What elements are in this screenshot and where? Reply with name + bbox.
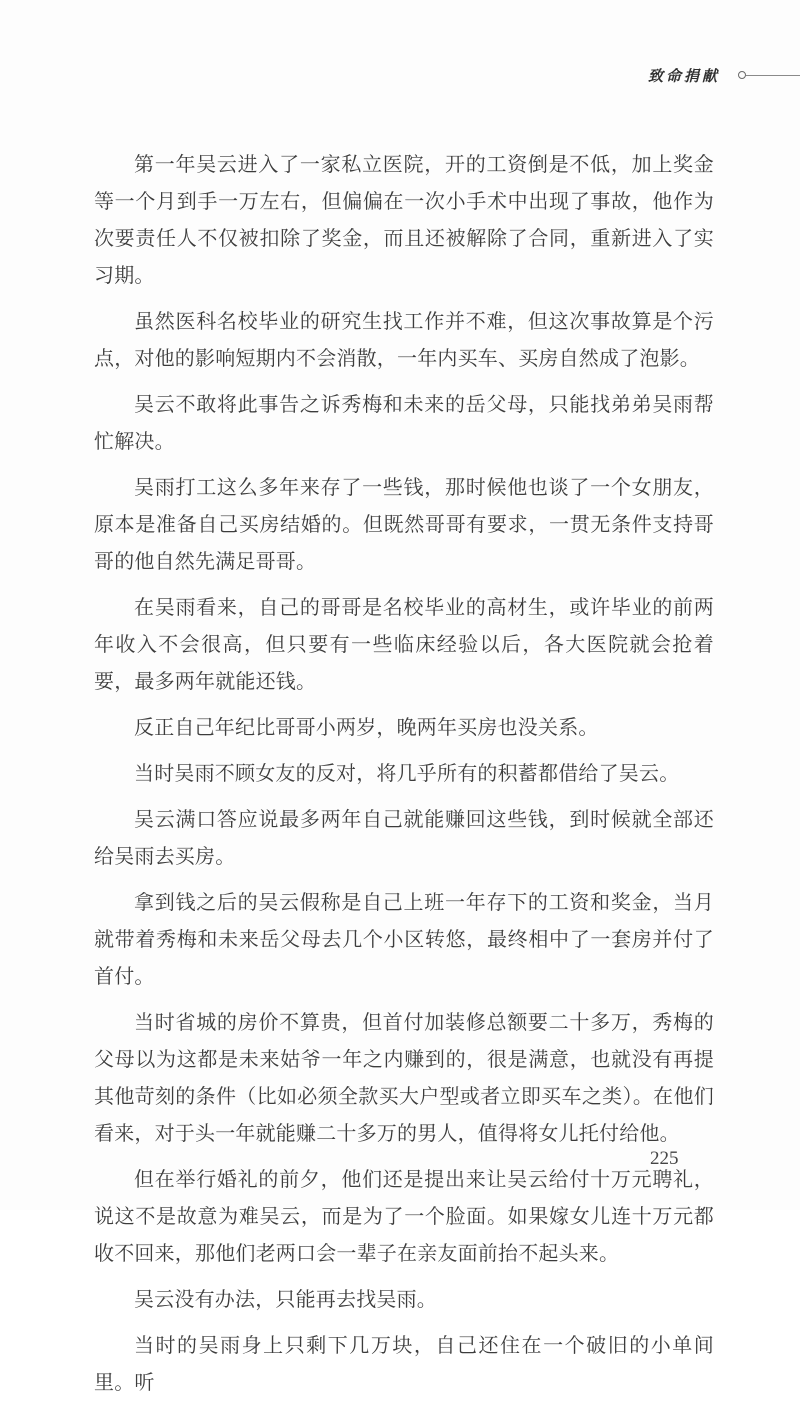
page-number: 225	[650, 1148, 679, 1169]
paragraph: 在吴雨看来，自己的哥哥是名校毕业的高材生，或许毕业的前两年收入不会很高，但只要有一些临床经验以后，各大医院就会抢着要，最多两年就能还钱。	[94, 595, 714, 693]
paragraph: 当时的吴雨身上只剩下几万块，自己还住在一个破旧的小单间里。听	[94, 1333, 714, 1394]
body-text	[94, 146, 714, 1410]
header-ornament	[738, 71, 800, 79]
paragraph: 虽然医科名校毕业的研究生找工作并不难，但这次事故算是个污点，对他的影响短期内不会消散，一年内买车、买房自然成了泡影。	[94, 309, 714, 370]
paragraph: 但在举行婚礼的前夕，他们还是提出来让吴云给付十万元聘礼，说这不是故意为难吴云，而是为了一个脸面。如果嫁女儿连十万元都收不回来，那他们老两口会一辈子在亲友面前抬不起头来。	[94, 1167, 714, 1265]
paragraph: 当时吴雨不顾女友的反对，将几乎所有的积蓄都借给了吴云。	[134, 761, 680, 785]
paragraph: 反正自己年纪比哥哥小两岁，晚两年买房也没关系。	[134, 715, 599, 739]
paragraph: 拿到钱之后的吴云假称是自己上班一年存下的工资和奖金，当月就带着秀梅和未来岳父母去几个小区转悠，最终相中了一套房并付了首付。	[94, 890, 714, 988]
circle-ornament-icon	[738, 71, 746, 79]
header-rule-line	[746, 75, 800, 76]
paragraph: 吴雨打工这么多年来存了一些钱，那时候他也谈了一个女朋友，原本是准备自己买房结婚的。但既然哥哥有要求，一贯无条件支持哥哥的他自然先满足哥哥。	[94, 475, 714, 573]
paragraph: 吴云没有办法，只能再去找吴雨。	[134, 1287, 437, 1311]
header-title: 致命捐献	[647, 66, 720, 85]
paragraph: 第一年吴云进入了一家私立医院，开的工资倒是不低，加上奖金等一个月到手一万左右，但偏偏在一次小手术中出现了事故，他作为次要责任人不仅被扣除了奖金，而且还被解除了合同，重新进入了实习期。	[94, 152, 714, 287]
running-header	[648, 60, 800, 90]
paragraph: 吴云满口答应说最多两年自己就能赚回这些钱，到时候就全部还给吴雨去买房。	[94, 807, 714, 868]
paragraph: 吴云不敢将此事告之诉秀梅和未来的岳父母，只能找弟弟吴雨帮忙解决。	[94, 392, 714, 453]
paragraph: 当时省城的房价不算贵，但首付加装修总额要二十多万，秀梅的父母以为这都是未来姑爷一年之内赚到的，很是满意，也就没有再提其他苛刻的条件（比如必须全款买大户型或者立即买车之类）。在他们看来，对于头一年就能赚二十多万的男人，值得将女儿托付给他。	[94, 1010, 714, 1145]
